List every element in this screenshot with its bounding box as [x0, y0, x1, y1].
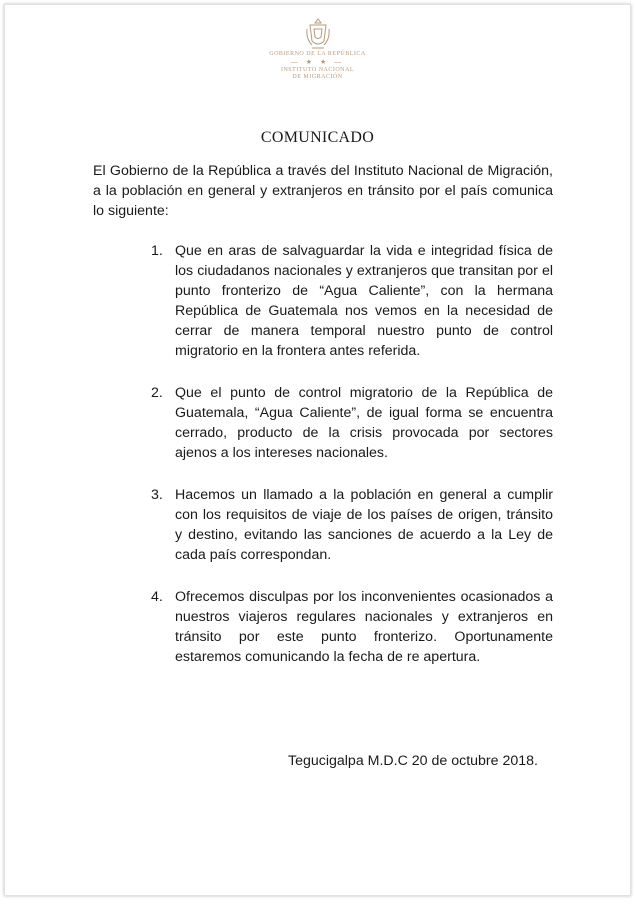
list-item-number: 1. [151, 243, 163, 259]
list-item-number: 2. [151, 385, 163, 401]
list-item-number: 4. [151, 589, 163, 605]
statement-list [151, 241, 553, 689]
list-item-number: 3. [151, 487, 163, 503]
list-item [151, 383, 553, 463]
letterhead-line-3: DE MIGRACIÓN [292, 74, 343, 80]
coat-of-arms-icon [304, 17, 332, 51]
list-item-text: Ofrecemos disculpas por los inconvenientes ocasionados a nuestros viajeros regulares nacionales y extranjeros en tránsito por este punto fronterizo. Oportunamente estaremos comunicando la fecha de re apertura. [175, 589, 553, 665]
letterhead [5, 17, 630, 81]
list-item [151, 587, 553, 667]
letterhead-line-1: GOBIERNO DE LA REPÚBLICA [269, 51, 366, 57]
place-and-date: Tegucigalpa M.D.C 20 de octubre 2018. [287, 753, 538, 769]
list-item-text: Que el punto de control migratorio de la República de Guatemala, “Agua Caliente”, de igual forma se encuentra cerrado, producto de la crisis provocada por sectores ajenos a los intereses nacionales. [175, 385, 553, 461]
document-page [4, 4, 631, 896]
letterhead-divider: — ★ ★ — [290, 59, 345, 66]
list-item [151, 485, 553, 565]
list-item [151, 241, 553, 361]
list-item-text: Hacemos un llamado a la población en general a cumplir con los requisitos de viaje de los países de origen, tránsito y destino, evitando las sanciones de acuerdo a la Ley de cada país correspondan. [175, 487, 553, 563]
document-title: COMUNICADO [260, 129, 375, 146]
list-item-text: Que en aras de salvaguardar la vida e integridad física de los ciudadanos nacionales y extranjeros que transitan por el punto fronterizo de “Agua Caliente”, con la hermana República de Guatemala nos vemos en la necesidad de cerrar de manera temporal nuestro punto de control migratorio en la frontera antes referida. [175, 243, 553, 359]
intro-paragraph: El Gobierno de la República a través del Instituto Nacional de Migración, a la población en general y extranjeros en tránsito por el país comunica lo siguiente: [93, 163, 553, 219]
letterhead-line-2: INSTITUTO NACIONAL [280, 67, 355, 73]
